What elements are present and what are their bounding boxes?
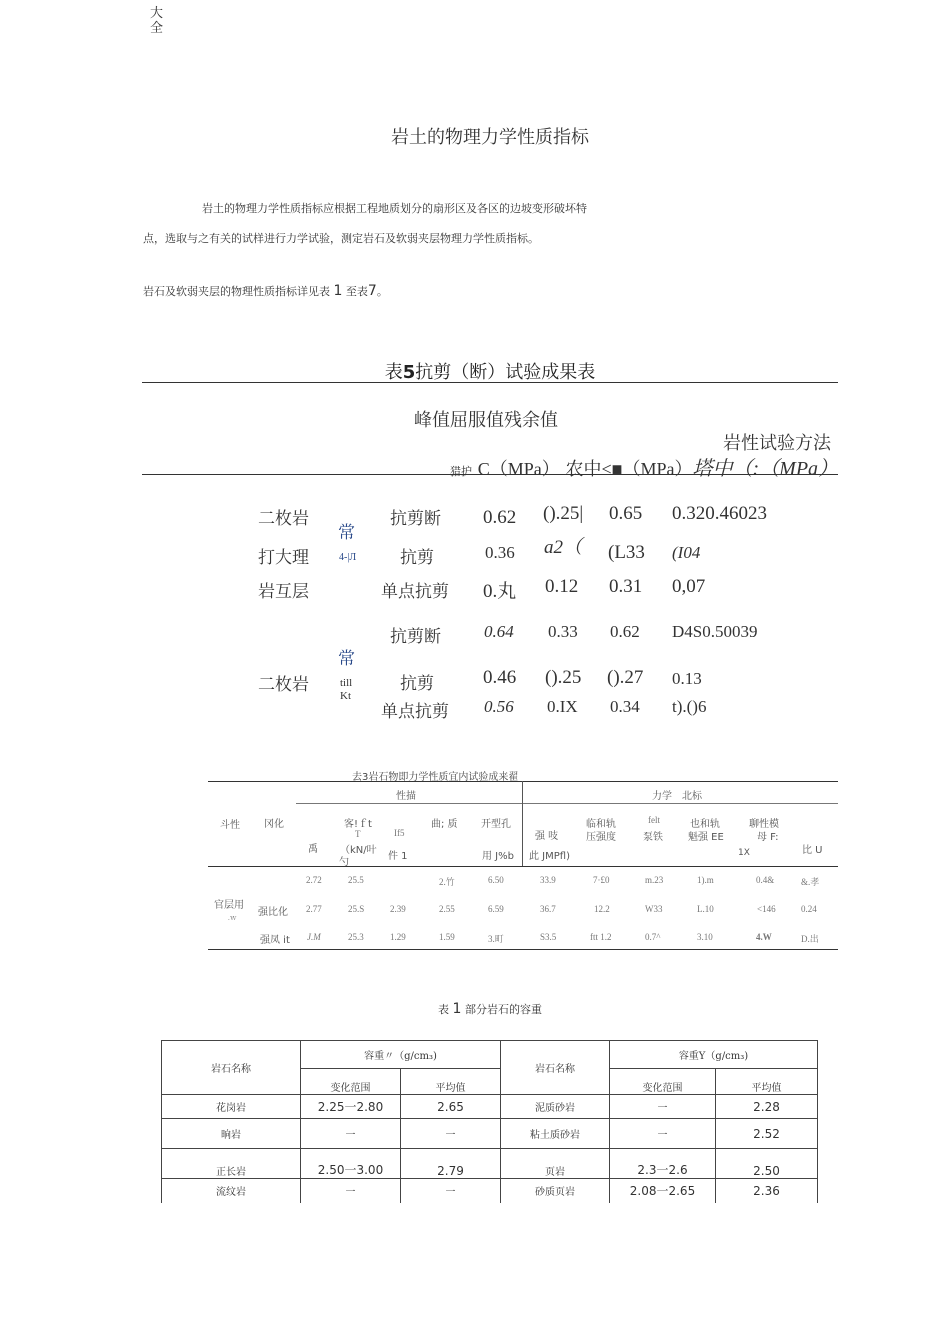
table3-r3-c10: 4.W: [756, 932, 772, 942]
table1-r4-r1: 一: [301, 1179, 401, 1203]
table3-r3-c3: 1.29: [390, 932, 406, 942]
t5-g2-r2-v4: 0.13: [672, 669, 702, 688]
table3-sub-rule: [296, 803, 838, 804]
table1: [161, 1040, 818, 1203]
table1-r1-r2: 一: [610, 1095, 716, 1119]
table3-col-comp-b: 压强度: [586, 832, 616, 843]
t5-g1-r2-v4: (I04: [672, 543, 701, 562]
table3-r1-c5: 6.50: [488, 875, 504, 885]
table3-col-piece: 件 1: [388, 851, 408, 862]
table3-r1-c1: 2.72: [306, 875, 322, 885]
t5-g1-state: 常: [338, 523, 355, 543]
t5-g2-r2-v3: ().27: [607, 667, 644, 688]
paragraph-2-num-1: 1: [333, 283, 343, 299]
table-row: [162, 1119, 818, 1149]
table5-header-row3: [450, 452, 838, 481]
t5-g1-r3-v1: 0.丸: [483, 581, 517, 602]
table5-top-rule: [142, 382, 838, 383]
table1-r2-r1: 一: [301, 1119, 401, 1149]
table1-r4-n1: 流纹岩: [162, 1179, 301, 1203]
table3-r2-c10: <146: [757, 904, 776, 914]
table1-col-name-left: 岩石名称: [162, 1041, 301, 1095]
table-row: [162, 1095, 818, 1119]
table3-r1-c6: 33.9: [540, 875, 556, 885]
table3-r3-c5: 3.町: [488, 934, 504, 944]
table1-r2-n1: 晌岩: [162, 1119, 301, 1149]
table3-rock-sub: .ｗ: [228, 914, 237, 922]
corner-header: 大全: [150, 6, 164, 36]
table3-title: 去3岩石物即力学性质宜内试验成来翟: [352, 772, 519, 783]
t5-g2-r1-v3: 0.62: [610, 622, 640, 641]
table5-title-rest: 抗剪（断）试验成果表: [415, 362, 596, 383]
table1-title-prefix: 表: [438, 1003, 450, 1016]
t5-g2-state-sub-2: Kt: [340, 690, 351, 702]
paragraph-1-line-1: 岩土的物理力学性质指标应根据工程地质划分的扇形区及各区的边坡变形破坏特: [202, 202, 587, 215]
paragraph-2-mid: 至表: [345, 285, 368, 298]
t5-g1-rock-line-2: 打大理: [258, 548, 309, 568]
table1-r2-a1: 一: [401, 1119, 501, 1149]
table1-r3-r2: 2.3一2.6: [610, 1149, 716, 1179]
table3-group-physical: 性描: [396, 791, 416, 802]
table1-r4-a1: 一: [401, 1179, 501, 1203]
table5-header-row1: 峰值屈服值残余值: [414, 410, 558, 431]
table3-col-modulus-b: 母 F:: [757, 832, 779, 843]
t5-g2-r3-v4: t).()6: [672, 697, 707, 716]
table1-col-avg-right: 平均值: [716, 1069, 818, 1095]
table1-r3-a1: 2.79: [401, 1149, 501, 1179]
t5-g1-r1-v2: ().25|: [543, 503, 584, 524]
table3-col-also-b: 魁强 EE: [688, 832, 724, 843]
table3-col-comp-a: 临和轨: [586, 819, 616, 830]
t5-g1-r3-v3: 0.31: [609, 576, 643, 597]
table1-r4-a2: 2.36: [716, 1179, 818, 1203]
t5-g1-r1-v4: 0.320.46023: [672, 503, 767, 524]
paragraph-1-line-2: 点，选取与之有关的试样进行力学试验，测定岩石及软弱夹层物理力学性质指标。: [143, 232, 539, 245]
t5-g1-r3-method: 单点抗剪: [381, 582, 449, 602]
document-title: 岩土的物理力学性质指标: [391, 127, 589, 148]
table3-r3-c8: 0.7^: [645, 932, 661, 942]
table3-col-lf5: If5: [394, 828, 405, 838]
table3-r3-c7: ftt 1.2: [590, 932, 612, 942]
t5-g1-r2-v2: a2（: [544, 537, 583, 558]
table3-r3-c1: J.M: [307, 932, 321, 942]
table3-r2-c5: 6.59: [488, 904, 504, 914]
t5-g2-rock: 二枚岩: [258, 675, 309, 695]
table3-col-lithology: 斗性: [220, 820, 240, 831]
t5-g2-r3-v3: 0.34: [610, 697, 640, 716]
t5-g1-r1-v3: 0.65: [609, 503, 643, 524]
table3-col-strength-b: 此 JMPfl): [529, 851, 570, 862]
table5-title: [0, 358, 950, 384]
table3-r1-c9: 1).m: [697, 875, 714, 885]
table3-r2-c11: 0.24: [801, 904, 817, 914]
t5-g1-rock-line-3: 岩互层: [258, 582, 309, 602]
table3-r1-c11: &.孝: [801, 877, 820, 887]
paragraph-2-num-2: 7: [367, 283, 377, 299]
table3-col-ratio: 比 U: [802, 845, 823, 856]
table1-r3-n1: 正长岩: [162, 1149, 301, 1179]
table3-r2-weather: 强比化: [258, 907, 288, 918]
table1-col-weight-right: 容重Y（g/cm₃): [610, 1041, 818, 1069]
table-row: [162, 1149, 818, 1179]
table3-r1-c2: 25.5: [348, 875, 364, 885]
t5-g1-r2-v1: 0.36: [485, 543, 515, 562]
table5-title-prefix: 表: [384, 362, 403, 383]
paragraph-2: [143, 283, 388, 299]
table1-title-num: 1: [452, 1001, 462, 1017]
table3-col-weather: 冈化: [264, 819, 284, 830]
table5-header-row2: 岩性试验方法: [723, 433, 831, 454]
table5-header-residual: 塔中（:（MPa）: [692, 458, 839, 480]
table3-r2-c4: 2.55: [439, 904, 455, 914]
table3-r2-c8: W33: [645, 904, 663, 914]
t5-g2-r1-v4: D4S0.50039: [672, 622, 758, 641]
table3-col-felt-b: 泵铁: [643, 832, 663, 843]
table1-r2-a2: 2.52: [716, 1119, 818, 1149]
table5-header-rule: [142, 474, 838, 475]
table3-col-density-c: （kN/叶: [340, 845, 377, 856]
table3-r2-c2: 25.S: [348, 904, 365, 914]
table5-title-num: 5: [402, 362, 416, 383]
table1-r1-n1: 花岗岩: [162, 1095, 301, 1119]
t5-g1-r1-method: 抗剪断: [390, 509, 441, 529]
table1-col-name-right: 岩石名称: [501, 1041, 610, 1095]
t5-g2-r3-v2: 0.IX: [547, 697, 578, 716]
t5-g2-state: 常: [338, 649, 355, 669]
t5-g2-r1-method: 抗剪断: [390, 627, 441, 647]
table3-col-density-a: 客!ｆt: [344, 819, 372, 830]
table5-header-phi: 农中<■（MPa）: [565, 459, 693, 479]
table3-col-porosity-unit: 用 J%b: [482, 851, 514, 862]
table3-col-also-a: 也和轨: [690, 819, 720, 830]
t5-g2-r3-method: 单点抗剪: [381, 702, 449, 722]
table3-r3-c4: 1.59: [439, 932, 455, 942]
table3-bottom-rule: [208, 949, 838, 950]
table5-header-c: C（MPa）: [477, 459, 560, 479]
table1-col-range-left: 变化范围: [301, 1069, 401, 1095]
table3-r3-c11: D.出: [801, 934, 819, 944]
t5-g1-r3-v4: 0,07: [672, 576, 706, 597]
t5-g2-r3-v1: 0.56: [484, 697, 514, 716]
t5-g2-r2-method: 抗剪: [400, 674, 434, 694]
t5-g1-r3-v2: 0.12: [545, 576, 579, 597]
paragraph-2-prefix: 岩石及软弱夹层的物理性质指标详见表: [143, 285, 330, 298]
table3-r2-c9: L.10: [697, 904, 714, 914]
table3-r1-c8: m.23: [645, 875, 664, 885]
table3-col-density-d: 勺: [339, 857, 349, 868]
table1-r3-a2: 2.50: [716, 1149, 818, 1179]
table3-col-modulus-c: 1X: [738, 848, 750, 858]
table3-r1-c7: 7·£0: [593, 875, 610, 885]
table3-rock-label: 官层用: [214, 900, 244, 911]
table-row: [162, 1179, 818, 1203]
table1-col-weight-left: 容重〃（g/cm₃): [301, 1041, 501, 1069]
table1-r1-n2: 泥质砂岩: [501, 1095, 610, 1119]
table3-r3-c2: 25.3: [348, 932, 364, 942]
table1-r2-n2: 粘土质砂岩: [501, 1119, 610, 1149]
table3-r2-c6: 36.7: [540, 904, 556, 914]
table3-col-curve: 曲; 质: [431, 819, 458, 830]
table3-col-porosity: 开型孔: [481, 819, 511, 830]
table3-col-density-b: T: [355, 829, 361, 839]
table3-col-modulus-a: 聊性模: [749, 819, 779, 830]
table1-r1-r1: 2.25一2.80: [301, 1095, 401, 1119]
table3-r1-c10: 0.4&: [756, 875, 775, 885]
table3-col-strength-a: 强 吱: [535, 831, 559, 842]
table1-r3-n2: 页岩: [501, 1149, 610, 1179]
table1-col-range-right: 变化范围: [610, 1069, 716, 1095]
t5-g2-r2-v2: ().25: [545, 667, 582, 688]
table3-divider: [522, 781, 523, 866]
t5-g2-state-sub-1: till: [340, 677, 353, 689]
table3-r3-c6: S3.5: [540, 932, 557, 942]
t5-g1-r2-method: 抗剪: [400, 548, 434, 568]
paragraph-2-end: 。: [376, 285, 388, 298]
table1-r4-r2: 2.08一2.65: [610, 1179, 716, 1203]
t5-g1-rock-line-1: 二枚岩: [258, 509, 309, 529]
table1-r1-a1: 2.65: [401, 1095, 501, 1119]
table5-header-cushion: 猎护: [450, 465, 472, 478]
table3-col-yu: 禹: [308, 844, 318, 855]
table3-r2-c7: 12.2: [594, 904, 610, 914]
table1-r1-a2: 2.28: [716, 1095, 818, 1119]
table3-col-felt-a: felt: [648, 815, 660, 825]
t5-g1-r2-v3: (L33: [608, 542, 645, 563]
table3-r3-weather: 强凤 it: [260, 935, 290, 946]
table3-top-rule: [208, 781, 838, 782]
t5-g2-r2-v1: 0.46: [483, 667, 517, 688]
t5-g2-r1-v2: 0.33: [548, 622, 578, 641]
table3-r1-c4: 2.竹: [439, 877, 455, 887]
t5-g1-r1-v1: 0.62: [483, 507, 517, 528]
t5-g2-r1-v1: 0.64: [484, 622, 514, 641]
table3-header-rule: [208, 866, 838, 867]
table1-col-avg-left: 平均值: [401, 1069, 501, 1095]
table3-r3-c9: 3.10: [697, 932, 713, 942]
table1-title-rest: 部分岩石的容重: [464, 1003, 542, 1016]
table3-r2-c3: 2.39: [390, 904, 406, 914]
table3-r2-c1: 2.77: [306, 904, 322, 914]
table1-title: [0, 1001, 950, 1017]
table1-r4-n2: 砂质页岩: [501, 1179, 610, 1203]
table3-group-mech: 力学 北标: [652, 791, 702, 802]
t5-g1-state-sub: 4-|Л: [339, 552, 357, 563]
table1-r2-r2: 一: [610, 1119, 716, 1149]
table1-r3-r1: 2.50一3.00: [301, 1149, 401, 1179]
